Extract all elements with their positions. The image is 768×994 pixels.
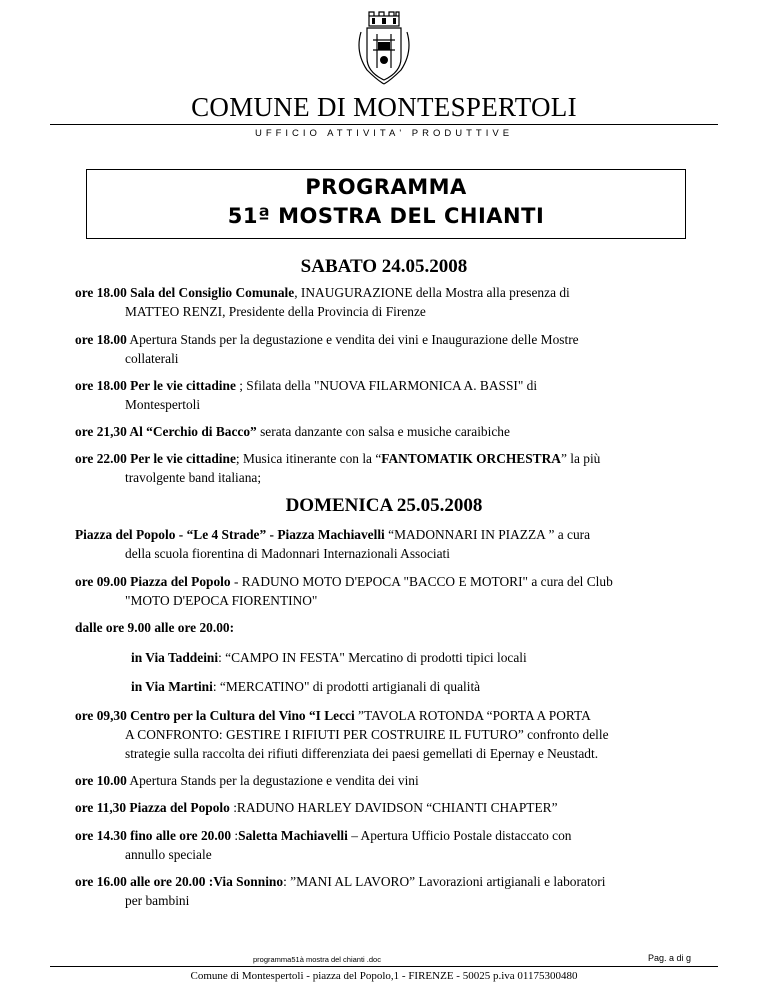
entry-text: Apertura Stands per la degustazione e vendita dei vini e Inaugurazione delle Mostre [126,332,579,347]
entry-time-place: ore 11,30 Piazza del Popolo [75,800,230,815]
sunday-entry-5 [131,677,691,696]
entry-text-cont: strategie sulla raccolta dei rifiuti differenziata dei paesi gemellati di Epernay e Neustadt. [125,746,599,761]
entry-text: ; Musica itinerante con la “ [235,451,382,466]
entry-time-place: ore 09,30 Centro per la Cultura del Vino “I Lecci [75,708,355,723]
office-subtitle: UFFICIO ATTIVITA' PRODUTTIVE [254,128,514,139]
entry-text: ”TAVOLA ROTONDA “PORTA A PORTA [354,708,591,723]
entry-time-range: dalle ore 9.00 alle ore 20.00: [75,620,235,635]
sunday-entry-4 [131,648,691,667]
header-divider [50,124,718,125]
municipal-crest-icon [355,10,413,92]
entry-text: , INAUGURAZIONE della Mostra alla presenza di [294,285,570,300]
sunday-entry-10 [75,872,695,910]
entry-text-cont: annullo speciale [125,847,212,862]
sunday-entry-7 [75,771,695,790]
entry-text-cont: per bambini [125,893,190,908]
entry-text: : ”MANI AL LAVORO” Lavorazioni artigianali e laboratori [283,874,606,889]
entry-band-name: FANTOMATIK ORCHESTRA [381,451,561,466]
sunday-entry-3 [75,618,695,637]
saturday-entry-2 [75,330,695,368]
footer-divider [50,966,718,967]
sunday-entry-1 [75,525,695,563]
entry-place: in Via Taddeini [131,650,219,665]
footer-address: Comune di Montespertoli - piazza del Popolo,1 - FIRENZE - 50025 p.iva 01175300480 [190,970,578,982]
entry-text: :RADUNO HARLEY DAVIDSON “CHIANTI CHAPTER” [229,800,558,815]
entry-text: : “MERCATINO" di prodotti artigianali di qualità [212,679,481,694]
sunday-entry-6 [75,706,695,763]
saturday-entry-4 [75,422,695,441]
entry-time-place: ore 09.00 Piazza del Popolo [75,574,231,589]
entry-text: Apertura Stands per la degustazione e vendita dei vini [126,773,419,788]
entry-text: - RADUNO MOTO D'EPOCA "BACCO E MOTORI" a cura del Club [230,574,613,589]
entry-text: ” la più [560,451,601,466]
sunday-entry-9 [75,826,695,864]
entry-time: ore 10.00 [75,773,127,788]
program-heading: PROGRAMMA [305,175,467,199]
entry-time-place: Piazza del Popolo - “Le 4 Strade” - Piazza Machiavelli [75,527,385,542]
entry-time-place: ore 18.00 Per le vie cittadine [75,378,236,393]
saturday-entry-1 [75,283,695,321]
entry-text-cont: Montespertoli [125,397,201,412]
entry-text-cont: della scuola fiorentina di Madonnari Internazionali Associati [125,546,450,561]
saturday-entry-3 [75,376,695,414]
footer-page-number: Pag. a di g [648,953,692,963]
saturday-entry-5 [75,449,695,487]
entry-text: : “CAMPO IN FESTA" Mercatino di prodotti tipici locali [218,650,527,665]
entry-text-cont: MATTEO RENZI, Presidente della Provincia di Firenze [125,304,426,319]
footer-filename: programma51à mostra del chianti .doc [253,955,381,964]
sunday-entry-8 [75,798,695,817]
sunday-heading: DOMENICA 25.05.2008 [285,495,483,516]
entry-text-cont: collaterali [125,351,179,366]
entry-text-cont: "MOTO D'EPOCA FIORENTINO" [125,593,318,608]
entry-text-cont: travolgente band italiana; [125,470,262,485]
entry-text-cont: A CONFRONTO: GESTIRE I RIFIUTI PER COSTRUIRE IL FUTURO” confronto delle [125,727,609,742]
entry-text: – Apertura Ufficio Postale distaccato con [347,828,572,843]
sunday-entry-2 [75,572,695,610]
entry-time-place: ore 18.00 [75,332,127,347]
entry-time-place: ore 18.00 Sala del Consiglio Comunale [75,285,295,300]
saturday-heading: SABATO 24.05.2008 [300,256,468,277]
entry-time-place: ore 16.00 alle ore 20.00 :Via Sonnino [75,874,284,889]
entry-text: serata danzante con salsa e musiche caraibiche [256,424,510,439]
entry-text: ; Sfilata della "NUOVA FILARMONICA A. BASSI" di [235,378,538,393]
entry-time-place: ore 22.00 Per le vie cittadine [75,451,236,466]
entry-time-place: ore 21,30 Al “Cerchio di Bacco” [75,424,257,439]
entry-text: “MADONNARI IN PIAZZA ” a cura [384,527,591,542]
entry-place: Saletta Machiavelli [238,828,348,843]
entry-place: in Via Martini [131,679,213,694]
program-title-box [86,169,686,239]
entry-time: ore 14.30 fino alle ore 20.00 [75,828,232,843]
entry-text: : [231,828,239,843]
program-event-name: 51ª MOSTRA DEL CHIANTI [227,204,545,228]
municipality-title: COMUNE DI MONTESPERTOLI [191,92,577,122]
